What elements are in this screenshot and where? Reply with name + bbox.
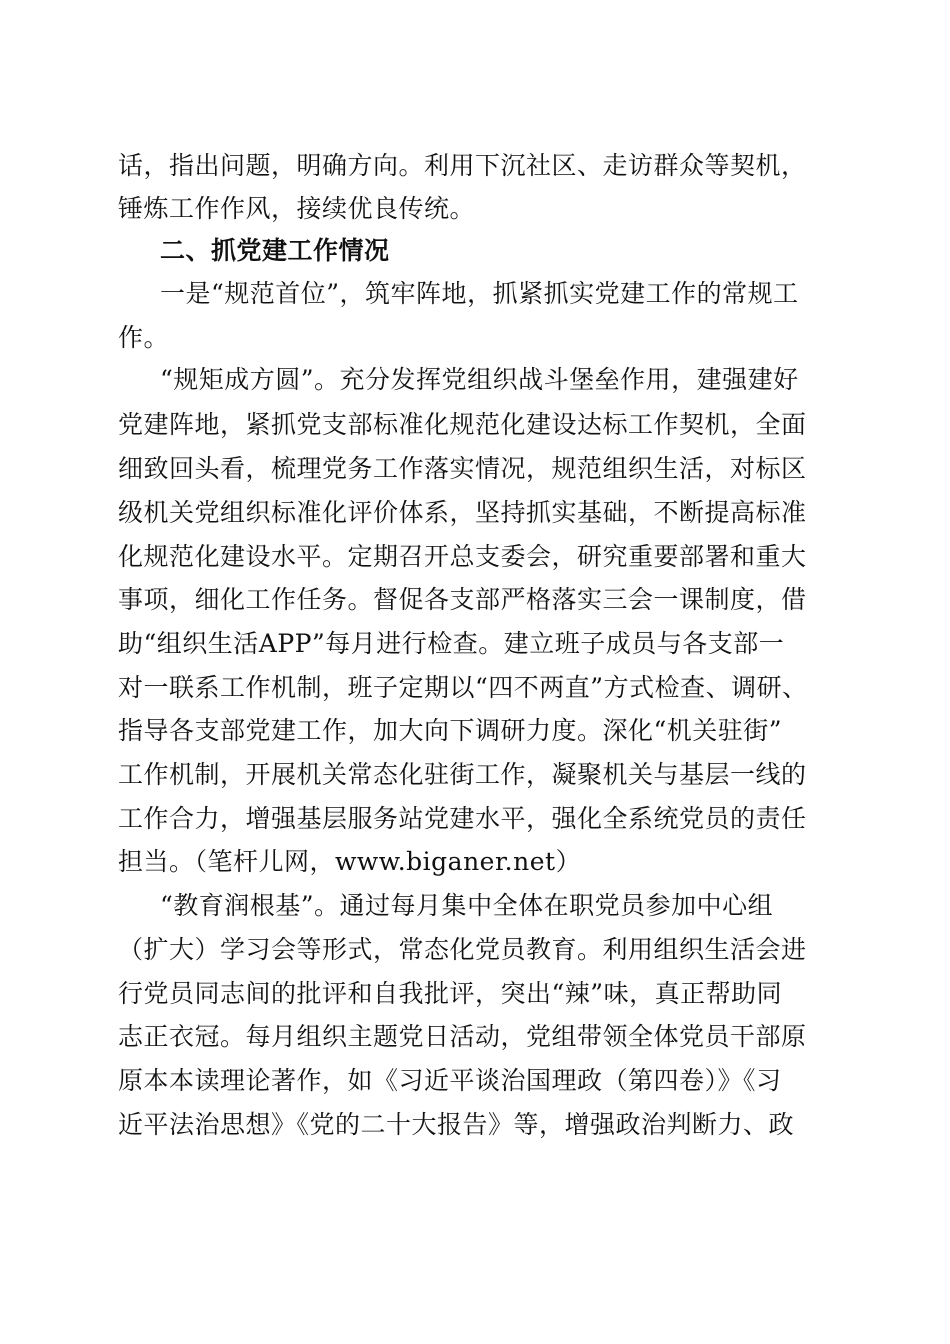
text-line: 事项，细化工作任务。督促各支部严格落实三会一课制度，借 (118, 585, 807, 614)
text-line: 作。 (118, 323, 170, 352)
text-line: 级机关党组织标准化评价体系，坚持抓实基础，不断提高标准 (118, 498, 807, 527)
text-line: 助“组织生活APP”每月进行检查。建立班子成员与各支部一 (118, 629, 785, 658)
text-line: 工作合力，增强基层服务站党建水平，强化全系统党员的责任 (118, 804, 807, 833)
text-line: 担当。（笔杆儿网，www.biganer.net） (118, 847, 582, 876)
text-line: 原本本读理论著作，如《习近平谈治国理政（第四卷）》《习 (118, 1066, 782, 1095)
text-line: 化规范化建设水平。定期召开总支委会，研究重要部署和重大 (118, 542, 807, 571)
text-line: 细致回头看，梳理党务工作落实情况，规范组织生活，对标区 (118, 454, 807, 483)
text-line: 指导各支部党建工作，加大向下调研力度。深化“机关驻街” (118, 716, 783, 745)
text-line: 一是“规范首位”，筑牢阵地，抓紧抓实党建工作的常规工 (160, 279, 799, 308)
text-line: 对一联系工作机制，班子定期以“四不两直”方式检查、调研、 (118, 673, 808, 702)
text-line: 工作机制，开展机关常态化驻街工作，凝聚机关与基层一线的 (118, 760, 807, 789)
text-line: 近平法治思想》《党的二十大报告》等，增强政治判断力、政 (118, 1110, 795, 1139)
text-line: 话，指出问题，明确方向。利用下沉社区、走访群众等契机， (118, 151, 807, 180)
text-line: 志正衣冠。每月组织主题党日活动，党组带领全体党员干部原 (118, 1022, 807, 1051)
text-line: “规矩成方圆”。充分发挥党组织战斗堡垒作用，建强建好 (160, 365, 799, 394)
text-line: “教育润根基”。通过每月集中全体在职党员参加中心组 (160, 891, 774, 920)
text-line: （扩大）学习会等形式，常态化党员教育。利用组织生活会进 (118, 935, 807, 964)
text-line: 行党员同志间的批评和自我批评，突出“辣”味，真正帮助同 (118, 979, 783, 1008)
section-heading: 二、抓党建工作情况 (160, 236, 390, 265)
text-line: 锤炼工作作风，接续优良传统。 (118, 194, 476, 223)
text-line: 党建阵地，紧抓党支部标准化规范化建设达标工作契机，全面 (118, 410, 807, 439)
